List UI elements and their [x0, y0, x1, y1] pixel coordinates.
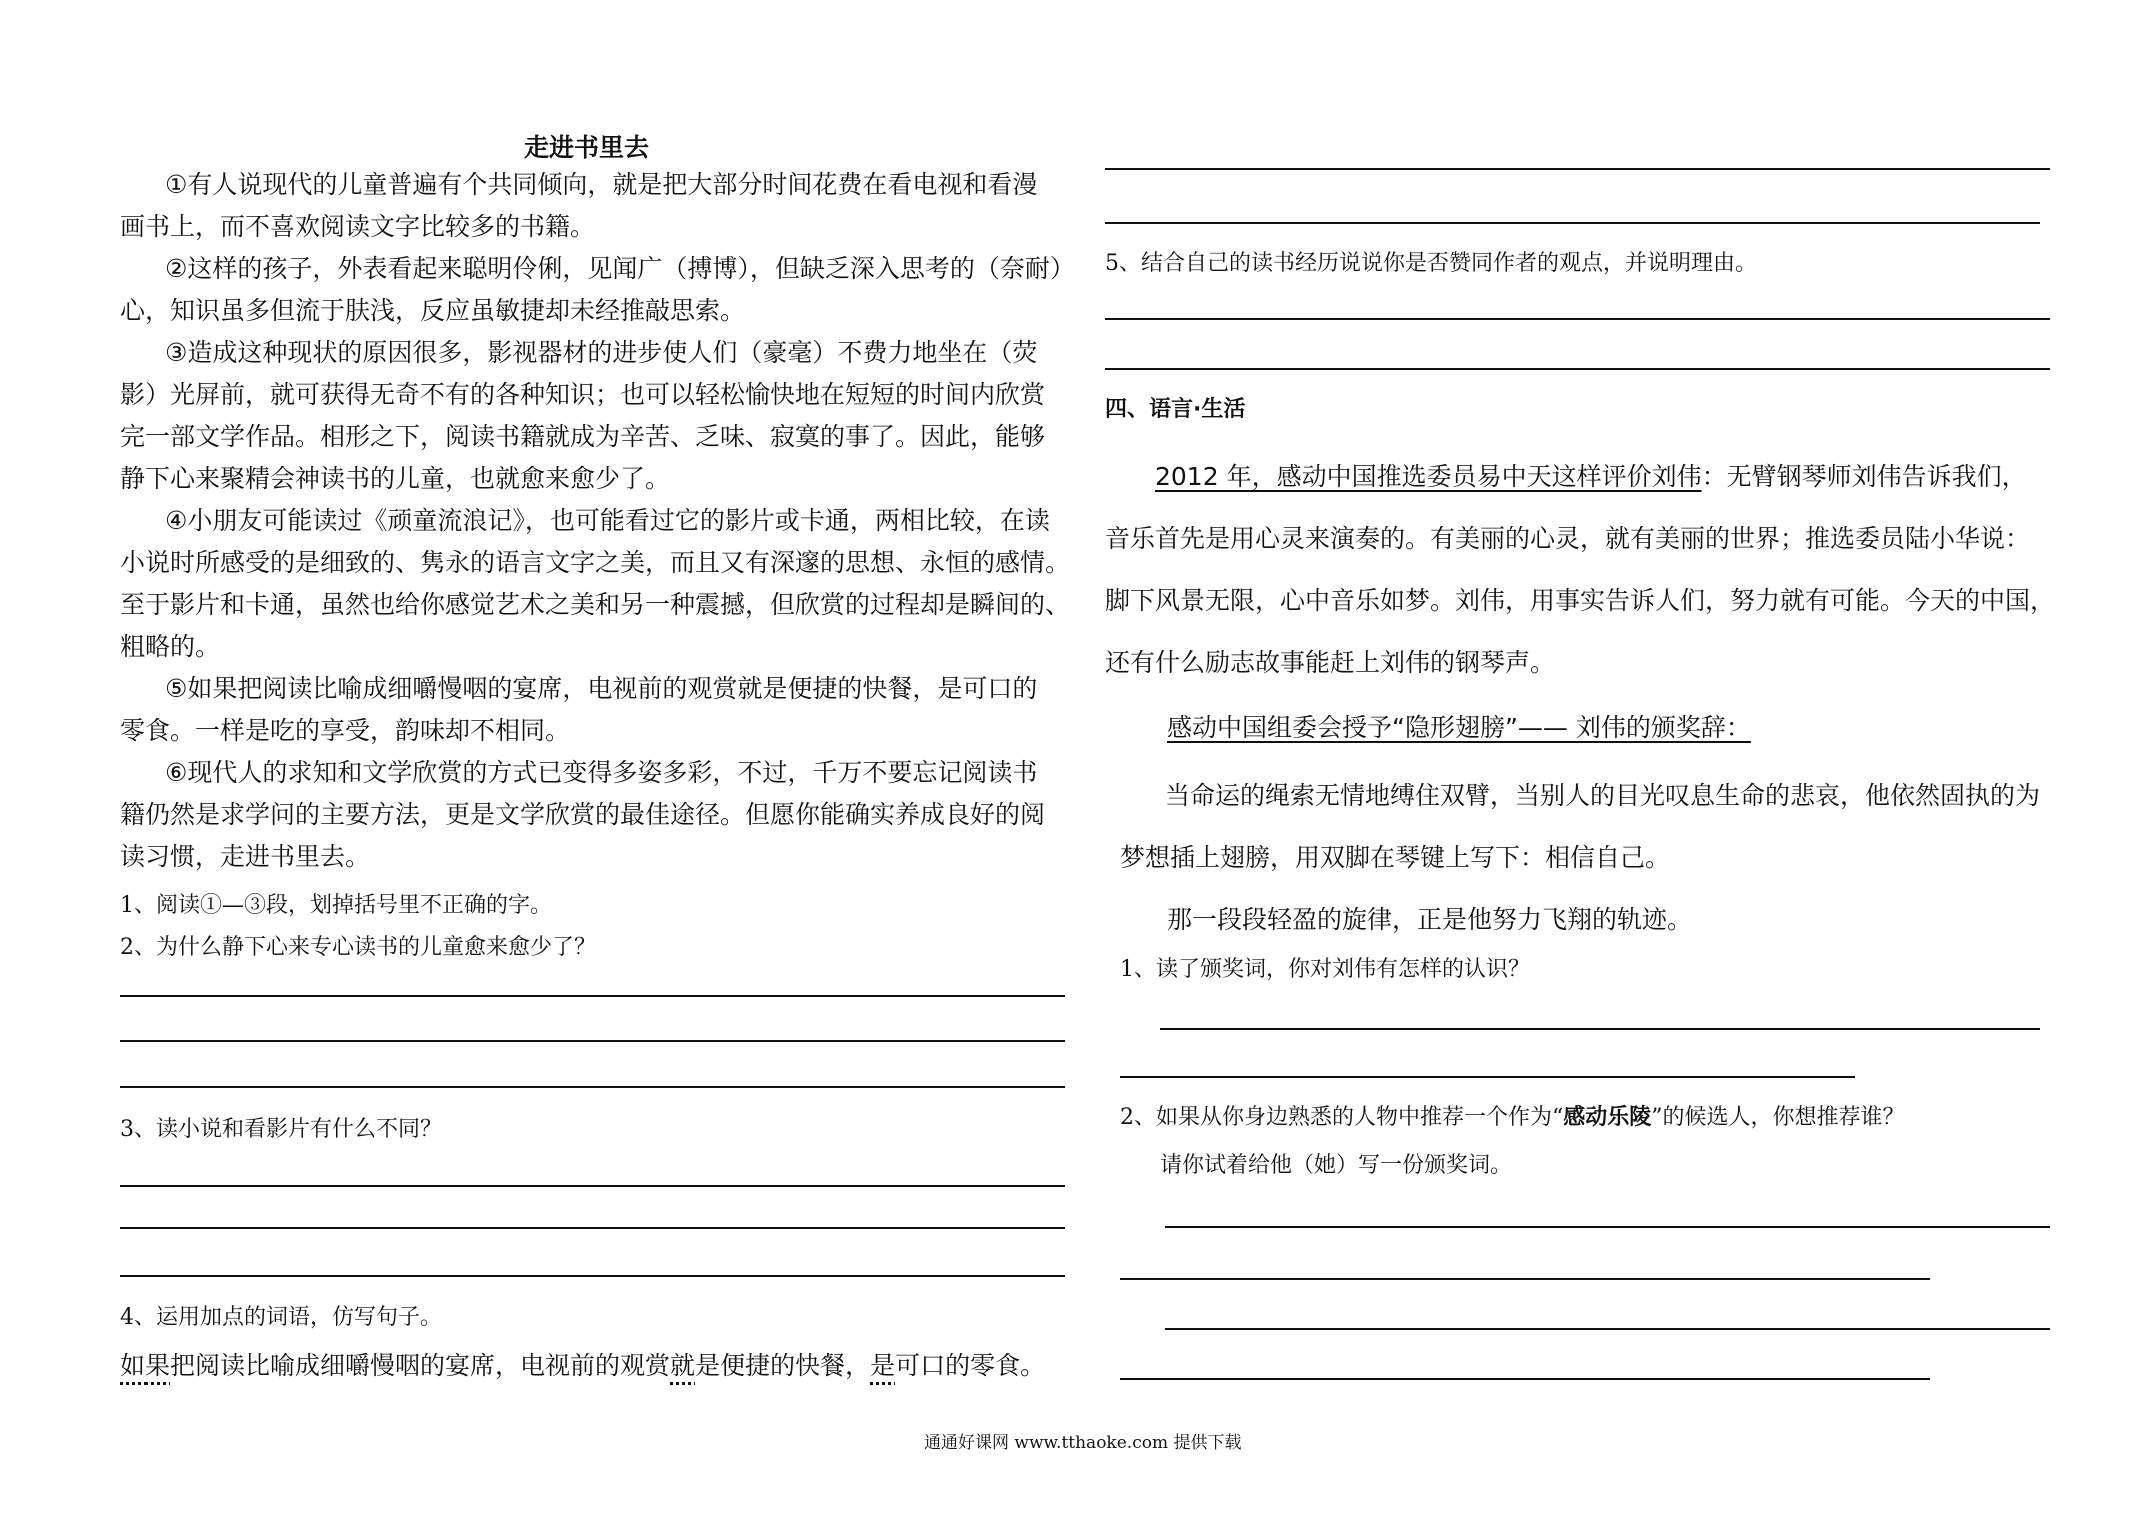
paragraph-line: 零食。一样是吃的享受，韵味却不相同。 — [120, 716, 571, 745]
answer-line[interactable] — [120, 1227, 1065, 1229]
paragraph-line: 心，知识虽多但流于肤浅，反应虽敏捷却未经推敲思索。 — [120, 296, 746, 325]
model-sentence — [120, 1346, 1045, 1382]
commentary-line — [1105, 446, 2055, 508]
question-2: 2、为什么静下心来专心读书的儿童愈来愈少了？ — [120, 935, 596, 960]
commentary-line: 脚下风景无限，心中音乐如梦。刘伟，用事实告诉人们，努力就有可能。今天的中国， — [1105, 586, 2056, 615]
question-4: 4、运用加点的词语，仿写句子。 — [120, 1305, 442, 1330]
paragraph-line: 至于影片和卡通，虽然也给你感觉艺术之美和另一种震撼，但欣赏的过程却是瞬间的、 — [120, 590, 1071, 619]
commentary-line: 音乐首先是用心灵来演奏的。有美丽的心灵，就有美丽的世界；推选委员陆小华说： — [1105, 524, 2031, 553]
paragraph-5 — [120, 668, 1037, 752]
answer-line[interactable] — [1165, 1226, 2050, 1228]
answer-line[interactable] — [1120, 1076, 1855, 1078]
paragraph-line: ③造成这种现状的原因很多，影视器材的进步使人们（豪毫）不费力地坐在（荧 — [165, 338, 1038, 367]
commentary-line: 还有什么励志故事能赶上刘伟的钢琴声。 — [1105, 648, 1556, 677]
paragraph-6 — [120, 752, 1045, 878]
commentary-text: ：无臂钢琴师刘伟告诉我们， — [1701, 462, 2027, 491]
answer-line[interactable] — [120, 1185, 1065, 1187]
question-3: 3、读小说和看影片有什么不同？ — [120, 1117, 442, 1142]
paragraph-line: ②这样的孩子，外表看起来聪明伶俐，见闻广（搏博），但缺乏深入思考的（奈耐） — [165, 254, 1075, 283]
question-text: 2、如果从你身边熟悉的人物中推荐一个作为“ — [1120, 1105, 1564, 1130]
question-1: 1、阅读①—③段，划掉括号里不正确的字。 — [120, 893, 552, 918]
award-line: 那一段段轻盈的旋律，正是他努力飞翔的轨迹。 — [1167, 905, 1693, 934]
paragraph-line: 画书上，而不喜欢阅读文字比较多的书籍。 — [120, 212, 596, 241]
paragraph-2 — [120, 248, 1075, 332]
paragraph-line: 小说时所感受的是细致的、隽永的语言文字之美，而且又有深邃的思想、永恒的感情。 — [120, 548, 1071, 577]
answer-line[interactable] — [120, 1040, 1065, 1042]
paragraph-line: ⑤如果把阅读比喻成细嚼慢咽的宴席，电视前的观赏就是便捷的快餐，是可口的 — [165, 674, 1038, 703]
right-question-2-line-2: 请你试着给他（她）写一份颁奖词。 — [1160, 1153, 1513, 1178]
sentence-text: 是便捷的快餐， — [695, 1351, 871, 1380]
emphasized-text: 感动乐陵 — [1563, 1104, 1652, 1130]
question-text: ”的候选人，你想推荐谁？ — [1651, 1105, 1905, 1130]
paragraph-line: ①有人说现代的儿童普遍有个共同倾向，就是把大部分时间花费在看电视和看漫 — [165, 170, 1038, 199]
answer-line[interactable] — [1120, 1278, 1930, 1280]
answer-line[interactable] — [1105, 368, 2050, 370]
paragraph-line: 粗略的。 — [120, 632, 221, 661]
award-line: 当命运的绳索无情地缚住双臂，当别人的目光叹息生命的悲哀，他依然固执的为 — [1165, 781, 2041, 810]
answer-line[interactable] — [1160, 1028, 2040, 1030]
paragraph-4 — [120, 500, 1070, 668]
answer-line[interactable] — [1105, 318, 2050, 320]
right-question-2 — [1120, 1100, 1905, 1131]
section-heading: 四、语言·生活 — [1105, 397, 1246, 422]
paragraph-1 — [120, 164, 1037, 248]
award-heading: 感动中国组委会授予“隐形翅膀”—— 刘伟的颁奖辞： — [1167, 713, 1751, 742]
answer-line[interactable] — [120, 1086, 1065, 1088]
answer-line[interactable] — [120, 995, 1065, 997]
paragraph-3 — [120, 332, 1045, 500]
paragraph-line: 影）光屏前，就可获得无奇不有的各种知识；也可以轻松愉快地在短短的时间内欣赏 — [120, 380, 1046, 409]
dotted-word: 如 — [120, 1351, 146, 1380]
right-question-1: 1、读了颁奖词，你对刘伟有怎样的认识？ — [1120, 957, 1530, 982]
answer-line[interactable] — [1120, 1378, 1930, 1380]
answer-line[interactable] — [1105, 222, 2040, 224]
footer-credit: 通通好课网 www.tthaoke.com 提供下载 — [924, 1433, 1242, 1453]
paragraph-line: 籍仍然是求学问的主要方法，更是文学欣赏的最佳途径。但愿你能确实养成良好的阅 — [120, 800, 1046, 829]
article-title: 走进书里去 — [524, 133, 650, 162]
paragraph-line: 静下心来聚精会神读书的儿童，也就愈来愈少了。 — [120, 464, 671, 493]
paragraph-line: 读习惯，走进书里去。 — [120, 842, 371, 871]
underlined-text: 2012 年，感动中国推选委员易中天这样评价刘伟 — [1155, 462, 1702, 491]
paragraph-line: ⑥现代人的求知和文学欣赏的方式已变得多姿多彩，不过，千万不要忘记阅读书 — [165, 758, 1038, 787]
paragraph-line: ④小朋友可能读过《顽童流浪记》，也可能看过它的影片或卡通，两相比较，在读 — [165, 506, 1050, 535]
dotted-word: 是 — [870, 1351, 896, 1380]
answer-line[interactable] — [1105, 168, 2050, 170]
award-line: 梦想插上翅膀，用双脚在琴键上写下：相信自己。 — [1120, 843, 1671, 872]
dotted-word: 果 — [145, 1351, 171, 1380]
commentary-paragraph — [1105, 446, 2055, 694]
sentence-text: 把阅读比喻成细嚼慢咽的宴席，电视前的观赏 — [170, 1351, 671, 1380]
answer-line[interactable] — [1165, 1328, 2050, 1330]
dotted-word: 就 — [670, 1351, 696, 1380]
question-5: 5、结合自己的读书经历说说你是否赞同作者的观点，并说明理由。 — [1105, 251, 1757, 276]
sentence-text: 可口的零食。 — [895, 1351, 1046, 1380]
answer-line[interactable] — [120, 1275, 1065, 1277]
paragraph-line: 完一部文学作品。相形之下，阅读书籍就成为辛苦、乏味、寂寞的事了。因此，能够 — [120, 422, 1046, 451]
